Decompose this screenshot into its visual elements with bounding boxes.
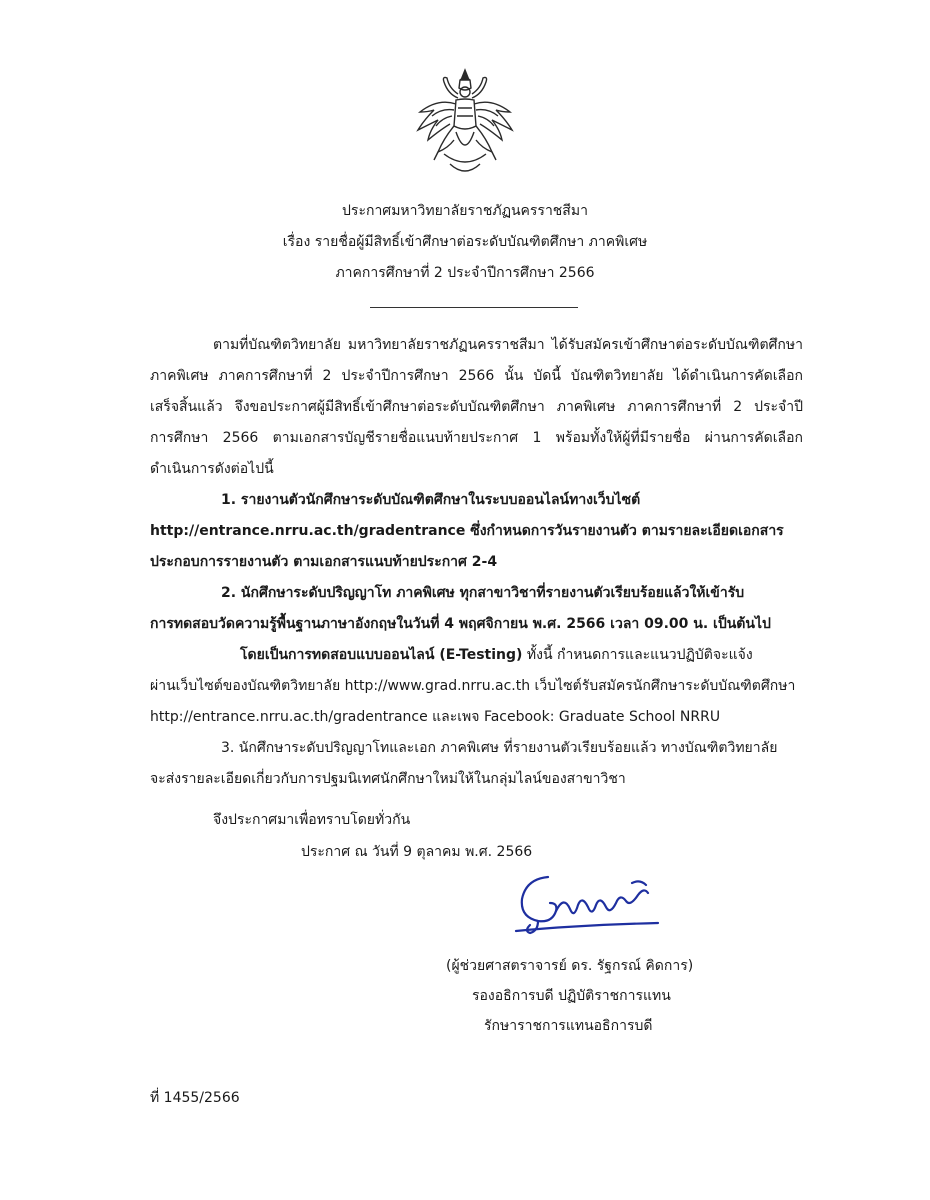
item-2-line-2: การทดสอบวัดความรู้พื้นฐานภาษาอังกฤษในวันที่ 4 พฤศจิกายน พ.ศ. 2566 เวลา 09.00 น. เป็นต้นไป	[150, 616, 771, 632]
intro-line-2: ภาคพิเศษ ภาคการศึกษาที่ 2 ประจำปีการศึกษา 2566 นั้น บัดนี้ บัณฑิตวิทยาลัย ได้ดำเนินการคัดเลือก	[150, 368, 803, 384]
handwritten-signature	[508, 865, 668, 940]
intro-line-5: ดำเนินการดังต่อไปนี้	[150, 461, 274, 477]
announcement-subject: เรื่อง รายชื่อผู้มีสิทธิ์เข้าศึกษาต่อระดับบัณฑิตศึกษา ภาคพิเศษ	[282, 234, 648, 250]
header-divider	[370, 307, 578, 308]
item-2-line-3	[240, 644, 753, 666]
item-2-line-5: http://entrance.nrru.ac.th/gradentrance และเพจ Facebook: Graduate School NRRU	[150, 709, 721, 725]
item-2-line-4: ผ่านเว็บไซต์ของบัณฑิตวิทยาลัย http://www.grad.nrru.ac.th เว็บไซต์รับสมัครนักศึกษาระดับบัณฑิตศึกษา	[150, 678, 796, 694]
item-3-line-2: จะส่งรายละเอียดเกี่ยวกับการปฐมนิเทศนักศึกษาใหม่ให้ในกลุ่มไลน์ของสาขาวิชา	[150, 771, 626, 787]
signatory-name: (ผู้ช่วยศาสตราจารย์ ดร. รัฐกรณ์ คิดการ)	[446, 958, 694, 974]
item-2-line-3-rest: ทั้งนี้ กำหนดการและแนวปฏิบัติจะแจ้ง	[522, 647, 753, 663]
item-2-line-1: 2. นักศึกษาระดับปริญญาโท ภาคพิเศษ ทุกสาขาวิชาที่รายงานตัวเรียบร้อยแล้วให้เข้ารับ	[221, 585, 745, 601]
closing-text: จึงประกาศมาเพื่อทราบโดยทั่วกัน	[213, 812, 411, 828]
item-2-etesting: โดยเป็นการทดสอบแบบออนไลน์ (E-Testing)	[240, 647, 523, 663]
signatory-position: รองอธิการบดี ปฏิบัติราชการแทน	[472, 988, 671, 1004]
item-1-line-1: 1. รายงานตัวนักศึกษาระดับบัณฑิตศึกษาในระบบออนไลน์ทางเว็บไซต์	[221, 492, 641, 508]
intro-line-1: ตามที่บัณฑิตวิทยาลัย มหาวิทยาลัยราชภัฏนครราชสีมา ได้รับสมัครเข้าศึกษาต่อระดับบัณฑิตศึกษา	[213, 337, 803, 353]
announcement-term: ภาคการศึกษาที่ 2 ประจำปีการศึกษา 2566	[335, 265, 595, 281]
intro-line-3: เสร็จสิ้นแล้ว จึงขอประกาศผู้มีสิทธิ์เข้าศึกษาต่อระดับบัณฑิตศึกษา ภาคพิเศษ ภาคการศึกษาที่ 2 ประจำปี	[150, 399, 803, 415]
reference-number: ที่ 1455/2566	[150, 1090, 240, 1106]
item-3-line-1: 3. นักศึกษาระดับปริญญาโทและเอก ภาคพิเศษ ที่รายงานตัวเรียบร้อยแล้ว ทางบัณฑิตวิทยาลัย	[221, 740, 778, 756]
announcement-title: ประกาศมหาวิทยาลัยราชภัฏนครราชสีมา	[342, 203, 588, 219]
announcement-date: ประกาศ ณ วันที่ 9 ตุลาคม พ.ศ. 2566	[301, 844, 533, 860]
garuda-emblem-icon	[414, 68, 516, 180]
item-1-line-3: ประกอบการรายงานตัว ตามเอกสารแนบท้ายประกาศ 2-4	[150, 554, 498, 570]
intro-line-4: การศึกษา 2566 ตามเอกสารบัญชีรายชื่อแนบท้ายประกาศ 1 พร้อมทั้งให้ผู้ที่มีรายชื่อ ผ่านการคัดเลือก	[150, 430, 803, 446]
signatory-acting-position: รักษาราชการแทนอธิการบดี	[484, 1018, 653, 1034]
item-1-line-2: http://entrance.nrru.ac.th/gradentrance ซึ่งกำหนดการวันรายงานตัว ตามรายละเอียดเอกสาร	[150, 523, 784, 539]
